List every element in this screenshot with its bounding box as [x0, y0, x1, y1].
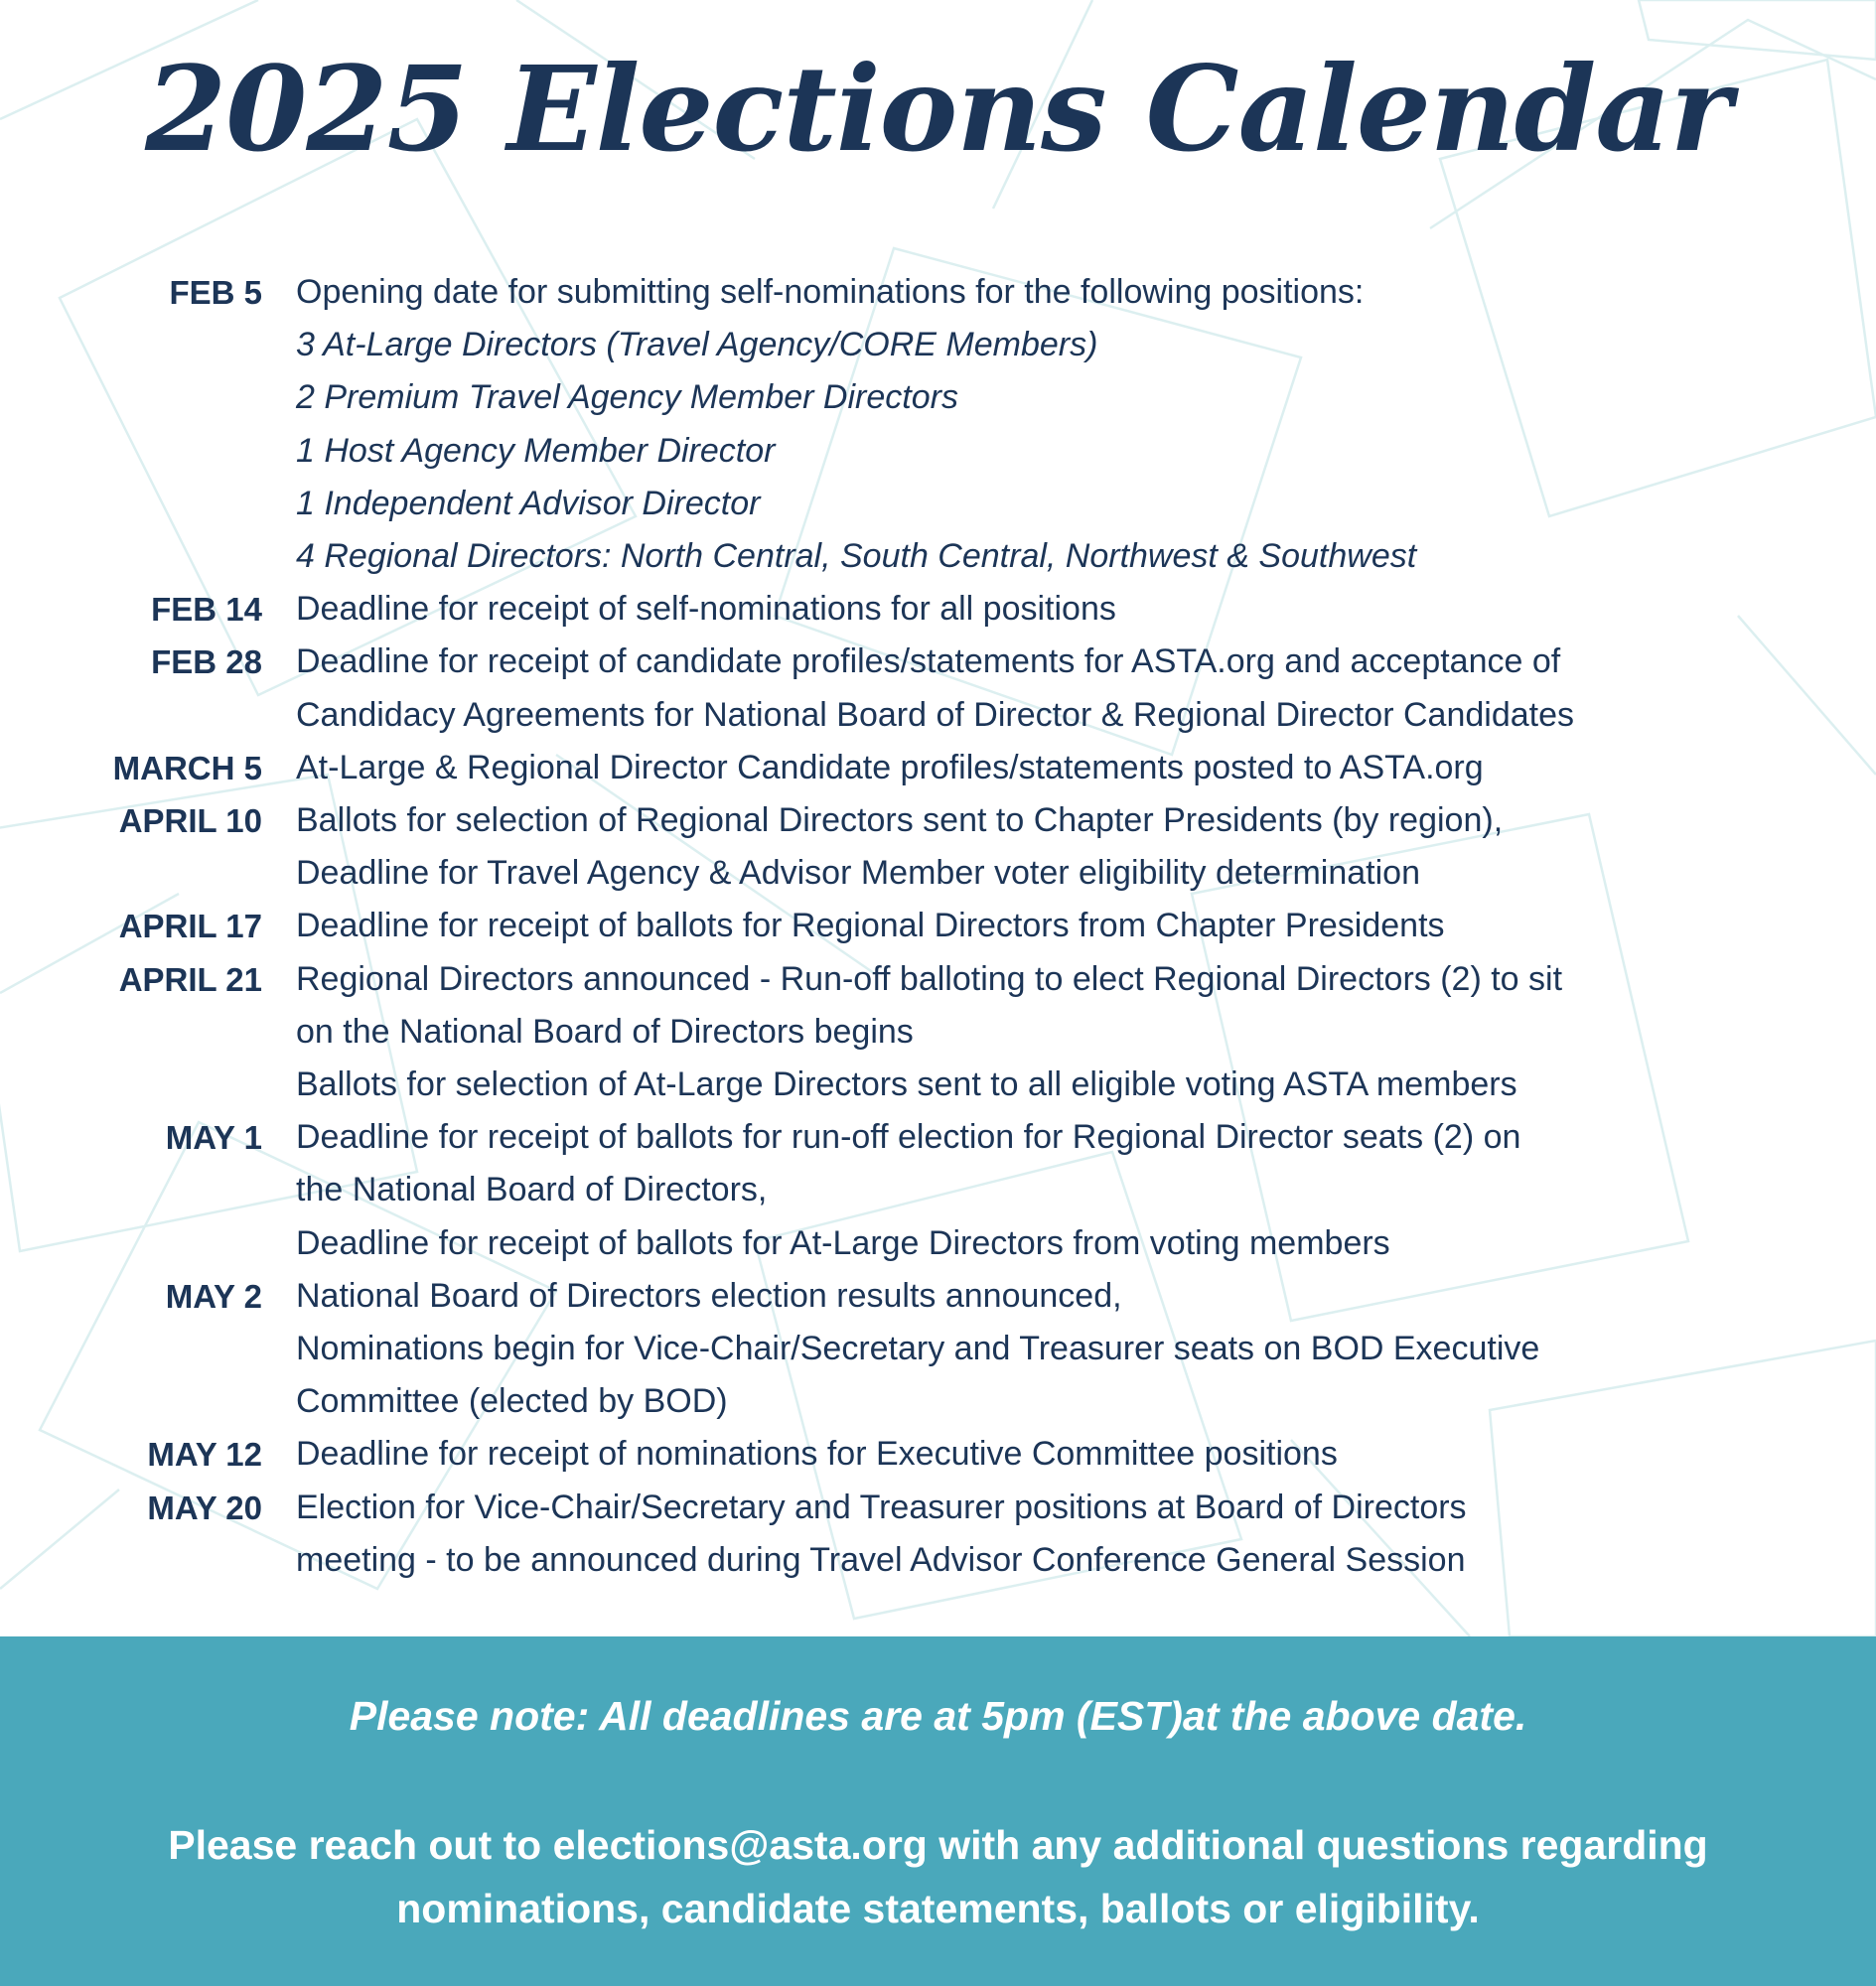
entry-line: 4 Regional Directors: North Central, South Central, Northwest & Southwest [296, 537, 1417, 576]
schedule-entry [0, 900, 1876, 952]
entry-line: National Board of Directors election results announced, [296, 1276, 1122, 1315]
entry-line: Candidacy Agreements for National Board of Director & Regional Director Candidates [296, 695, 1574, 734]
schedule-entry [0, 742, 1876, 794]
entry-line: 3 At-Large Directors (Travel Agency/CORE Members) [296, 326, 1098, 364]
contact-message [0, 1813, 1876, 1940]
entry-description [296, 1428, 1845, 1481]
entry-line: Deadline for receipt of candidate profiles/statements for ASTA.org and acceptance of [296, 642, 1561, 681]
schedule-entry [0, 583, 1876, 636]
schedule-entry [0, 953, 1876, 1112]
entry-description [296, 636, 1845, 741]
entry-date: APRIL 21 [118, 960, 262, 998]
entry-description [296, 1111, 1845, 1270]
entry-description [296, 1270, 1845, 1429]
schedule-entry [0, 1111, 1876, 1270]
entry-description [296, 1482, 1845, 1587]
entry-line: Opening date for submitting self-nominations for the following positions: [296, 273, 1365, 311]
entry-line: Committee (elected by BOD) [296, 1382, 728, 1421]
entry-line: Deadline for receipt of ballots for Regional Directors from Chapter Presidents [296, 907, 1445, 945]
entry-date: MARCH 5 [112, 749, 262, 786]
entry-line: Election for Vice-Chair/Secretary and Treasurer positions at Board of Directors [296, 1488, 1467, 1526]
entry-date: FEB 14 [151, 591, 262, 629]
entry-date: MAY 1 [165, 1119, 262, 1157]
contact-line-1: Please reach out to elections@asta.org with any additional questions regarding [168, 1822, 1708, 1868]
contact-line-2: nominations, candidate statements, ballots or eligibility. [396, 1886, 1480, 1931]
schedule-entry [0, 794, 1876, 900]
entry-line: Deadline for receipt of ballots for run-off election for Regional Director seats (2) on [296, 1118, 1521, 1157]
entry-description [296, 266, 1845, 583]
entry-date: APRIL 17 [118, 908, 262, 945]
entry-line: Regional Directors announced - Run-off balloting to elect Regional Directors (2) to sit [296, 959, 1563, 998]
entry-line: on the National Board of Directors begins [296, 1012, 914, 1051]
deadline-note: Please note: All deadlines are at 5pm (EST)at the above date. [349, 1693, 1527, 1739]
entry-line: Ballots for selection of At-Large Directors sent to all eligible voting ASTA members [296, 1065, 1517, 1104]
entry-date: APRIL 10 [118, 802, 262, 840]
entry-line: the National Board of Directors, [296, 1171, 768, 1209]
footer-banner [0, 1636, 1876, 1986]
entry-line: Ballots for selection of Regional Directors sent to Chapter Presidents (by region), [296, 801, 1504, 840]
entry-line: At-Large & Regional Director Candidate profiles/statements posted to ASTA.org [296, 748, 1484, 786]
entry-line: Nominations begin for Vice-Chair/Secretary and Treasurer seats on BOD Executive [296, 1330, 1540, 1368]
entry-line: Deadline for receipt of ballots for At-Large Directors from voting members [296, 1223, 1390, 1262]
schedule-entry [0, 636, 1876, 741]
entry-description [296, 900, 1845, 952]
entry-line: Deadline for receipt of self-nominations for all positions [296, 590, 1116, 629]
entry-line: 2 Premium Travel Agency Member Directors [296, 378, 958, 417]
entry-date: FEB 28 [151, 643, 262, 681]
page-title: 2025 Elections Calendar [145, 40, 1731, 178]
schedule-entry [0, 1270, 1876, 1429]
entry-line: meeting - to be announced during Travel Advisor Conference General Session [296, 1540, 1466, 1579]
entry-description [296, 953, 1845, 1112]
entry-date: MAY 20 [147, 1489, 262, 1526]
entry-line: Deadline for receipt of nominations for Executive Committee positions [296, 1435, 1338, 1474]
entry-date: MAY 2 [165, 1277, 262, 1315]
entry-description [296, 742, 1845, 794]
entry-description [296, 583, 1845, 636]
schedule-entry [0, 266, 1876, 583]
entry-date: FEB 5 [169, 274, 262, 311]
entry-line: 1 Independent Advisor Director [296, 484, 761, 522]
entry-description [296, 794, 1845, 900]
entry-line: Deadline for Travel Agency & Advisor Member voter eligibility determination [296, 854, 1420, 893]
election-schedule [0, 266, 1876, 1587]
schedule-entry [0, 1482, 1876, 1587]
entry-line: 1 Host Agency Member Director [296, 431, 776, 470]
entry-date: MAY 12 [147, 1436, 262, 1474]
schedule-entry [0, 1428, 1876, 1481]
